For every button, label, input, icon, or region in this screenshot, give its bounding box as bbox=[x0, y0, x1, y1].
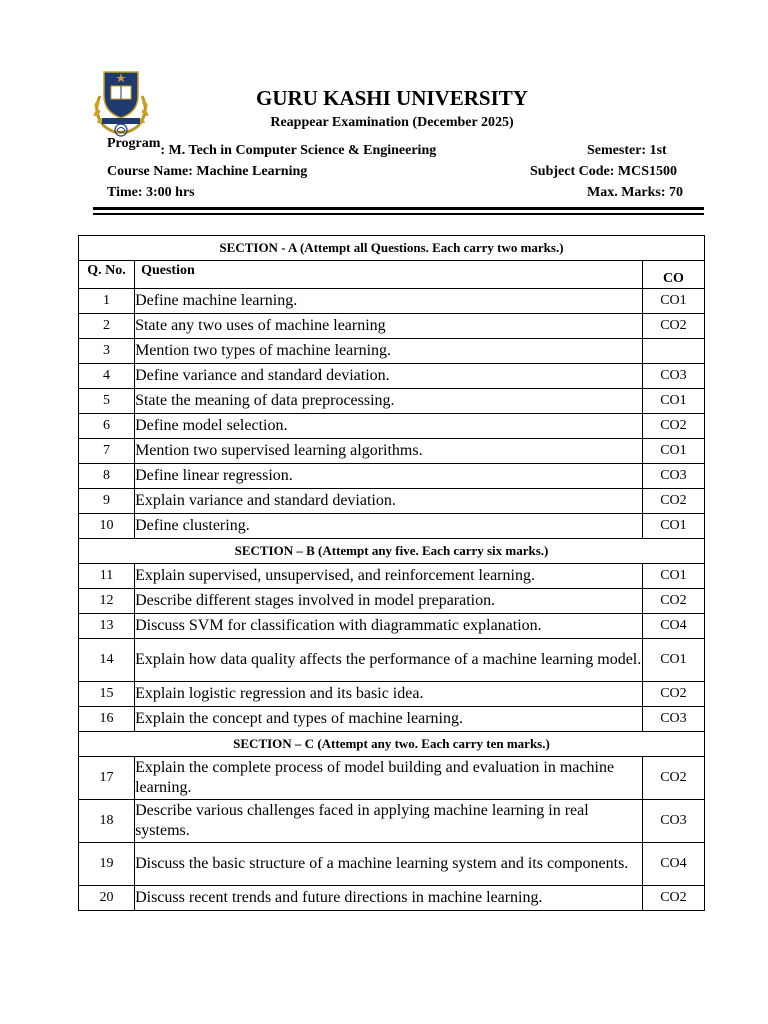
question-number: 4 bbox=[79, 364, 135, 389]
question-text: Discuss the basic structure of a machine learning system and its components. bbox=[135, 843, 643, 886]
table-row bbox=[79, 364, 705, 389]
column-header-co: CO bbox=[642, 261, 704, 289]
course-outcome: CO1 bbox=[642, 389, 704, 414]
course-name: Course Name: Machine Learning bbox=[107, 164, 308, 179]
course-outcome: CO1 bbox=[642, 439, 704, 464]
question-number: 11 bbox=[79, 564, 135, 589]
course-outcome: CO2 bbox=[642, 589, 704, 614]
course-outcome: CO3 bbox=[642, 800, 704, 843]
question-text: Describe different stages involved in model preparation. bbox=[135, 589, 643, 614]
table-row bbox=[79, 682, 705, 707]
table-row bbox=[79, 639, 705, 682]
question-number: 2 bbox=[79, 314, 135, 339]
table-row bbox=[79, 489, 705, 514]
university-name: GURU KASHI UNIVERSITY bbox=[256, 86, 528, 110]
table-row bbox=[79, 414, 705, 439]
table-row bbox=[79, 707, 705, 732]
question-number: 7 bbox=[79, 439, 135, 464]
question-number: 14 bbox=[79, 639, 135, 682]
course-outcome: CO1 bbox=[642, 289, 704, 314]
question-text: Define variance and standard deviation. bbox=[135, 364, 643, 389]
question-number: 16 bbox=[79, 707, 135, 732]
course-outcome: CO3 bbox=[642, 364, 704, 389]
section-b-header bbox=[79, 539, 705, 564]
question-text: Define clustering. bbox=[135, 514, 643, 539]
question-number: 9 bbox=[79, 489, 135, 514]
question-table bbox=[78, 235, 705, 911]
question-number: 15 bbox=[79, 682, 135, 707]
table-row bbox=[79, 514, 705, 539]
header-divider bbox=[93, 207, 704, 210]
question-number: 17 bbox=[79, 757, 135, 800]
question-number: 18 bbox=[79, 800, 135, 843]
course-outcome: CO2 bbox=[642, 414, 704, 439]
table-row bbox=[79, 757, 705, 800]
question-text: State any two uses of machine learning bbox=[135, 314, 643, 339]
question-text: Mention two types of machine learning. bbox=[135, 339, 643, 364]
question-number: 6 bbox=[79, 414, 135, 439]
question-number: 19 bbox=[79, 843, 135, 886]
section-a-header bbox=[79, 236, 705, 261]
question-number: 8 bbox=[79, 464, 135, 489]
course-outcome: CO1 bbox=[642, 639, 704, 682]
question-text: Discuss recent trends and future directions in machine learning. bbox=[135, 886, 643, 911]
exam-title: Reappear Examination (December 2025) bbox=[270, 115, 514, 130]
course-outcome: CO2 bbox=[642, 757, 704, 800]
course-outcome: CO2 bbox=[642, 886, 704, 911]
table-header-row bbox=[79, 261, 705, 289]
course-outcome: CO2 bbox=[642, 489, 704, 514]
time-allowed: Time: 3:00 hrs bbox=[107, 185, 195, 200]
course-outcome: CO1 bbox=[642, 514, 704, 539]
question-text: Explain variance and standard deviation. bbox=[135, 489, 643, 514]
table-row bbox=[79, 314, 705, 339]
question-text: Explain how data quality affects the performance of a machine learning model. bbox=[135, 639, 643, 682]
header-divider-thin bbox=[93, 213, 704, 215]
table-row bbox=[79, 289, 705, 314]
column-header-question: Question bbox=[135, 261, 643, 289]
question-text: Define linear regression. bbox=[135, 464, 643, 489]
course-outcome: CO2 bbox=[642, 314, 704, 339]
question-text: Discuss SVM for classification with diagrammatic explanation. bbox=[135, 614, 643, 639]
program-label: Program bbox=[107, 136, 161, 151]
table-row bbox=[79, 886, 705, 911]
question-text: State the meaning of data preprocessing. bbox=[135, 389, 643, 414]
question-text: Mention two supervised learning algorithms. bbox=[135, 439, 643, 464]
question-number: 13 bbox=[79, 614, 135, 639]
question-text: Describe various challenges faced in applying machine learning in real systems. bbox=[135, 800, 643, 843]
table-row bbox=[79, 614, 705, 639]
program-line bbox=[107, 136, 437, 159]
column-header-qno: Q. No. bbox=[79, 261, 135, 289]
section-title: SECTION – C (Attempt any two. Each carry ten marks.) bbox=[79, 732, 705, 757]
section-title: SECTION - A (Attempt all Questions. Each carry two marks.) bbox=[79, 236, 705, 261]
question-text: Define machine learning. bbox=[135, 289, 643, 314]
question-number: 10 bbox=[79, 514, 135, 539]
question-number: 3 bbox=[79, 339, 135, 364]
course-outcome: CO3 bbox=[642, 707, 704, 732]
table-row bbox=[79, 843, 705, 886]
table-row bbox=[79, 564, 705, 589]
table-row bbox=[79, 439, 705, 464]
table-row bbox=[79, 589, 705, 614]
question-number: 1 bbox=[79, 289, 135, 314]
program-value: : M. Tech in Computer Science & Engineering bbox=[160, 143, 437, 158]
section-title: SECTION – B (Attempt any five. Each carry six marks.) bbox=[79, 539, 705, 564]
max-marks: Max. Marks: 70 bbox=[587, 185, 684, 200]
course-outcome bbox=[642, 339, 704, 364]
question-text: Define model selection. bbox=[135, 414, 643, 439]
subject-code: Subject Code: MCS1500 bbox=[530, 164, 677, 179]
course-outcome: CO4 bbox=[642, 614, 704, 639]
table-row bbox=[79, 339, 705, 364]
table-row bbox=[79, 800, 705, 843]
question-text: Explain logistic regression and its basic idea. bbox=[135, 682, 643, 707]
course-outcome: CO2 bbox=[642, 682, 704, 707]
question-text: Explain the concept and types of machine learning. bbox=[135, 707, 643, 732]
question-number: 12 bbox=[79, 589, 135, 614]
course-outcome: CO1 bbox=[642, 564, 704, 589]
question-text: Explain the complete process of model building and evaluation in machine learning. bbox=[135, 757, 643, 800]
course-outcome: CO3 bbox=[642, 464, 704, 489]
question-text: Explain supervised, unsupervised, and reinforcement learning. bbox=[135, 564, 643, 589]
question-number: 5 bbox=[79, 389, 135, 414]
section-c-header bbox=[79, 732, 705, 757]
table-row bbox=[79, 464, 705, 489]
course-outcome: CO4 bbox=[642, 843, 704, 886]
semester: Semester: 1st bbox=[587, 143, 667, 158]
table-row bbox=[79, 389, 705, 414]
question-number: 20 bbox=[79, 886, 135, 911]
